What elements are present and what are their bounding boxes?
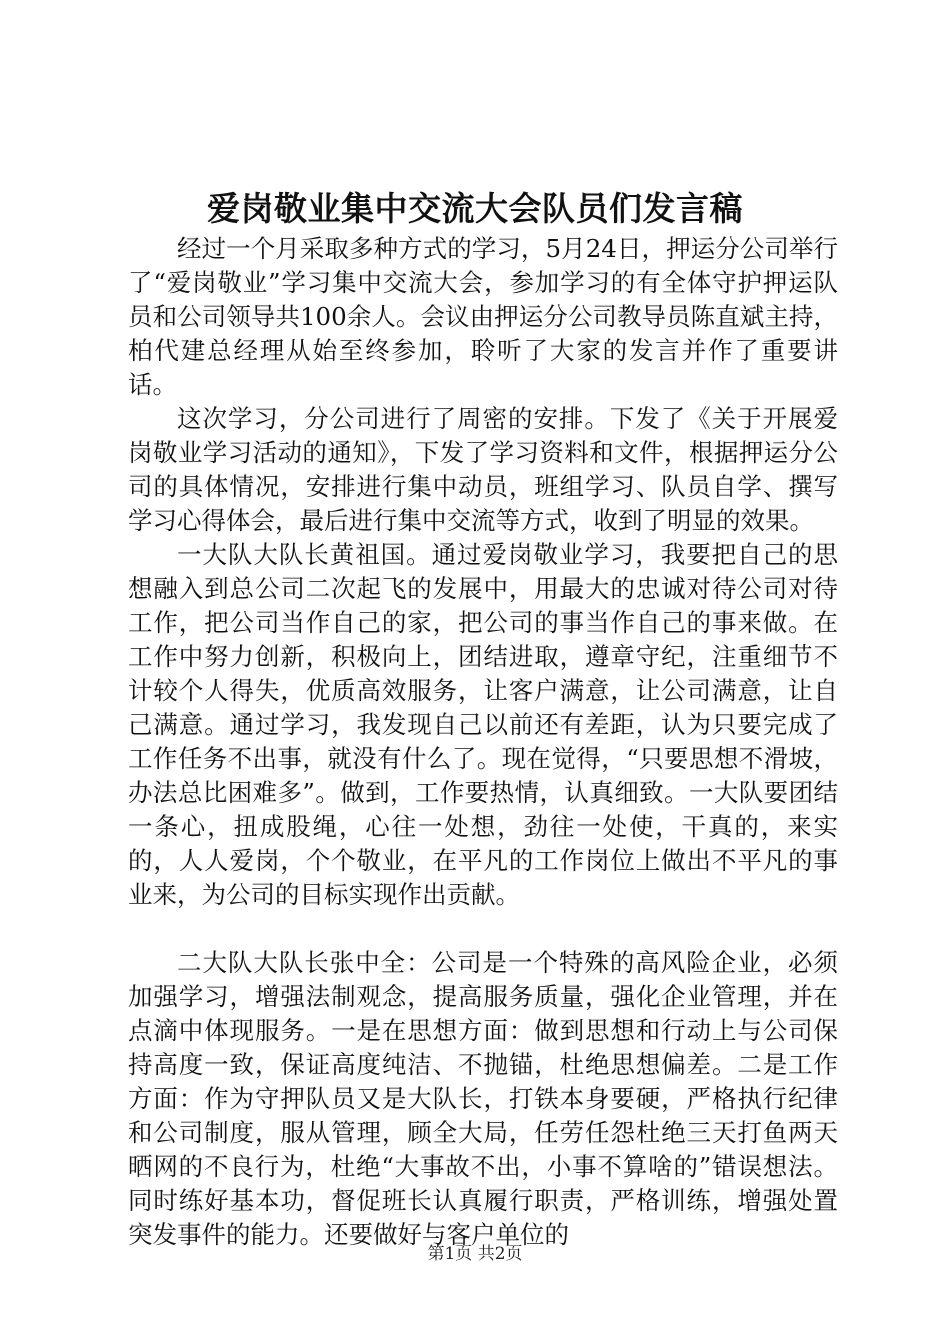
paragraph-intro: 经过一个月采取多种方式的学习，5月24日，押运分公司举行了“爱岗敬业”学习集中交流大会，参加学习的有全体守护押运队员和公司领导共100余人。会议由押运分公司教导员陈直斌主持，柏代建总经理从始至终参加，聆听了大家的发言并作了重要讲话。: [128, 234, 838, 399]
document-body: [128, 232, 838, 1252]
paragraph-first-brigade: 一大队大队长黄祖国。通过爱岗敬业学习，我要把自己的思想融入到总公司二次起飞的发展中，用最大的忠诚对待公司对待工作，把公司当作自己的家，把公司的事当作自己的事来做。在工作中努力创新，积极向上，团结进取，遵章守纪，注重细节不计较个人得失，优质高效服务，让客户满意，让公司满意，让自己满意。通过学习，我发现自己以前还有差距，认为只要完成了工作任务不出事，就没有什么了。现在觉得，“只要思想不滑坡，办法总比困难多”。做到，工作要热情，认真细致。一大队要团结一条心，扭成股绳，心往一处想，劲往一处使，干真的，来实的，人人爱岗，个个敬业，在平凡的工作岗位上做出不平凡的事业来，为公司的目标实现作出贡献。: [128, 540, 838, 909]
paragraph-second-brigade: 二大队大队长张中全：公司是一个特殊的高风险企业，必须加强学习，增强法制观念，提高服务质量，强化企业管理，并在点滴中体现服务。一是在思想方面：做到思想和行动上与公司保持高度一致，保证高度纯洁、不抛锚，杜绝思想偏差。二是工作方面：作为守押队员又是大队长，打铁本身要硬，严格执行纪律和公司制度，服从管理，顾全大局，任劳任怨杜绝三天打鱼两天晒网的不良行为，杜绝“大事故不出，小事不算啥的”错误想法。同时练好基本功，督促班长认真履行职责，严格训练，增强处置突发事件的能力。还要做好与客户单位的: [128, 948, 838, 1249]
page-number: 第1页 共2页: [427, 1244, 523, 1264]
document-title: 爱岗敬业集中交流大会队员们发言稿: [207, 189, 743, 228]
paragraph-arrangement: 这次学习，分公司进行了周密的安排。下发了《关于开展爱岗敬业学习活动的通知》，下发了学习资料和文件，根据押运分公司的具体情况，安排进行集中动员，班组学习、队员自学、撰写学习心得体会，最后进行集中交流等方式，收到了明显的效果。: [128, 404, 838, 535]
